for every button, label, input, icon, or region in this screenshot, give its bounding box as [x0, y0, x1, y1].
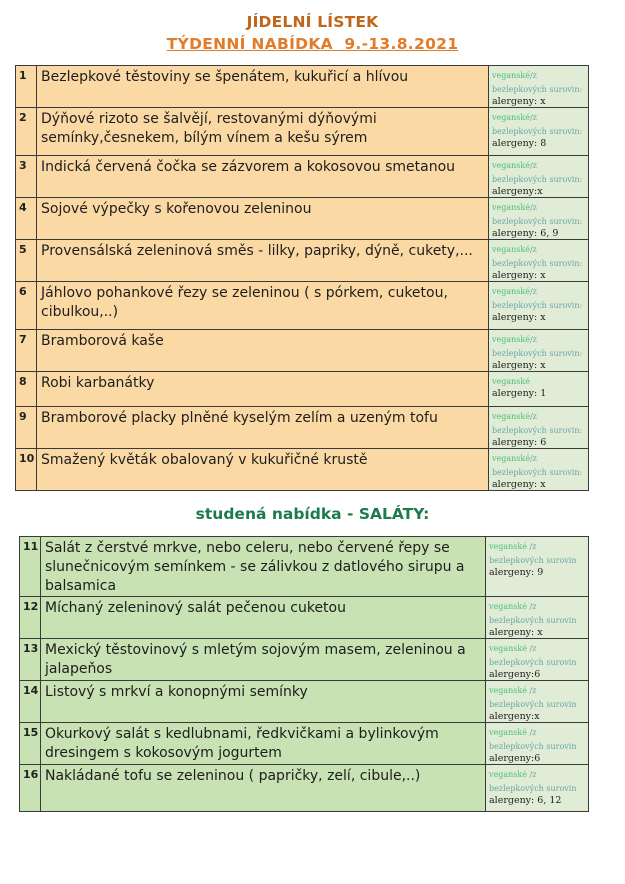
vegan-label: veganské	[492, 377, 530, 386]
dish-name: Bramborová kaše	[37, 330, 489, 372]
item-number: 6	[16, 282, 37, 330]
gluten-free-label: /z bezlepkových surovin	[489, 686, 577, 709]
menu-row	[16, 407, 589, 449]
diet-info-cell	[489, 449, 589, 491]
item-number: 4	[16, 198, 37, 240]
diet-info-cell	[486, 537, 589, 597]
dish-name: Sojové výpečky s kořenovou zeleninou	[37, 198, 489, 240]
gluten-free-label: /z bezlepkových surovin:	[492, 113, 583, 136]
dish-name: Dýňové rizoto se šalvějí, restovanými dýňovými semínky,česnekem, bílým vínem a kešu sýrem	[37, 108, 489, 156]
gluten-free-label: /z bezlepkových surovin	[489, 644, 577, 667]
diet-info-cell	[489, 198, 589, 240]
allergens: alergeny:6	[489, 669, 541, 680]
dish-name: Jáhlovo pohankové řezy se zeleninou ( s pórkem, cuketou, cibulkou,..)	[37, 282, 489, 330]
item-number: 15	[20, 723, 41, 765]
menu-row	[20, 639, 589, 681]
allergens: alergeny:x	[492, 186, 543, 197]
hot-menu-table	[15, 65, 589, 491]
vegan-label: veganské	[492, 71, 530, 80]
dish-name: Bezlepkové těstoviny se špenátem, kukuřicí a hlívou	[37, 66, 489, 108]
menu-row	[16, 282, 589, 330]
item-number: 2	[16, 108, 37, 156]
allergens: alergeny: 6, 9	[492, 228, 559, 239]
diet-info-cell	[489, 156, 589, 198]
vegan-label: veganské	[492, 113, 530, 122]
vegan-label: veganské	[492, 454, 530, 463]
dish-name: Okurkový salát s kedlubnami, ředkvičkami a bylinkovým dresingem s kokosovým jogurtem	[41, 723, 486, 765]
allergens: alergeny: x	[489, 627, 543, 638]
salad-menu-table	[19, 536, 589, 812]
dish-name: Míchaný zeleninový salát pečenou cuketou	[41, 597, 486, 639]
diet-info-cell	[486, 765, 589, 812]
diet-info-cell	[489, 330, 589, 372]
item-number: 5	[16, 240, 37, 282]
dish-name: Mexický těstovinový s mletým sojovým masem, zeleninou a jalapeňos	[41, 639, 486, 681]
diet-info-cell	[486, 639, 589, 681]
diet-info-cell	[486, 681, 589, 723]
diet-info-cell	[489, 407, 589, 449]
week-offer-subtitle: TÝDENNÍ NABÍDKA 9.-13.8.2021	[166, 35, 459, 53]
vegan-label: veganské	[489, 542, 527, 551]
item-number: 13	[20, 639, 41, 681]
dish-name: Listový s mrkví a konopnými semínky	[41, 681, 486, 723]
item-number: 9	[16, 407, 37, 449]
item-number: 8	[16, 372, 37, 407]
menu-row	[20, 765, 589, 812]
dish-name: Robi karbanátky	[37, 372, 489, 407]
dish-name: Provensálská zeleninová směs - lilky, papriky, dýně, cukety,...	[37, 240, 489, 282]
menu-row	[16, 66, 589, 108]
vegan-label: veganské	[489, 644, 527, 653]
diet-info-cell	[489, 108, 589, 156]
item-number: 11	[20, 537, 41, 597]
dish-name: Nakládané tofu se zeleninou ( papričky, zelí, cibule,..)	[41, 765, 486, 812]
item-number: 14	[20, 681, 41, 723]
allergens: alergeny: x	[492, 479, 546, 490]
menu-row	[20, 537, 589, 597]
allergens: alergeny: x	[492, 96, 546, 107]
cold-menu-title: studená nabídka - SALÁTY:	[195, 505, 430, 523]
menu-title: JÍDELNÍ LÍSTEK	[246, 13, 379, 31]
item-number: 7	[16, 330, 37, 372]
allergens: alergeny: x	[492, 360, 546, 371]
item-number: 3	[16, 156, 37, 198]
allergens: alergeny: 6, 12	[489, 795, 562, 806]
gluten-free-label: /z bezlepkových surovin	[489, 602, 577, 625]
vegan-label: veganské	[492, 287, 530, 296]
item-number: 12	[20, 597, 41, 639]
allergens: alergeny: x	[492, 312, 546, 323]
vegan-label: veganské	[492, 161, 530, 170]
menu-row	[20, 723, 589, 765]
menu-row	[16, 108, 589, 156]
dish-name: Smažený květák obalovaný v kukuřičné krustě	[37, 449, 489, 491]
vegan-label: veganské	[492, 335, 530, 344]
item-number: 10	[16, 449, 37, 491]
dish-name: Salát z čerstvé mrkve, nebo celeru, nebo červené řepy se slunečnicovým semínkem - se zálivkou z datlového sirupu a balsamica	[41, 537, 486, 597]
allergens: alergeny: x	[492, 270, 546, 281]
allergens: alergeny: 6	[492, 437, 547, 448]
gluten-free-label: /z bezlepkových surovin	[489, 728, 577, 751]
gluten-free-label: /z bezlepkových surovin	[489, 542, 577, 565]
gluten-free-label: /z bezlepkových surovin:	[492, 335, 583, 358]
allergens: alergeny:x	[489, 711, 540, 722]
diet-info-cell	[489, 66, 589, 108]
menu-row	[16, 449, 589, 491]
gluten-free-label: /z bezlepkových surovin:	[492, 454, 583, 477]
vegan-label: veganské	[489, 728, 527, 737]
vegan-label: veganské	[489, 686, 527, 695]
dish-name: Indická červená čočka se zázvorem a kokosovou smetanou	[37, 156, 489, 198]
dish-name: Bramborové placky plněné kyselým zelím a uzeným tofu	[37, 407, 489, 449]
item-number: 16	[20, 765, 41, 812]
vegan-label: veganské	[489, 770, 527, 779]
vegan-label: veganské	[492, 245, 530, 254]
gluten-free-label: /z bezlepkových surovin	[489, 770, 577, 793]
gluten-free-label: /z bezlepkových surovin:	[492, 245, 583, 268]
gluten-free-label: /z bezlepkových surovin:	[492, 71, 583, 94]
menu-row	[16, 372, 589, 407]
menu-row	[16, 156, 589, 198]
gluten-free-label: /z bezlepkových surovin:	[492, 203, 583, 226]
menu-row	[16, 330, 589, 372]
menu-row	[20, 597, 589, 639]
vegan-label: veganské	[489, 602, 527, 611]
vegan-label: veganské	[492, 203, 530, 212]
menu-row	[20, 681, 589, 723]
vegan-label: veganské	[492, 412, 530, 421]
allergens: alergeny: 9	[489, 567, 544, 578]
diet-info-cell	[486, 597, 589, 639]
menu-row	[16, 240, 589, 282]
menu-row	[16, 198, 589, 240]
allergens: alergeny:6	[489, 753, 541, 764]
gluten-free-label: /z bezlepkových surovin:	[492, 412, 583, 435]
allergens: alergeny: 8	[492, 138, 547, 149]
gluten-free-label: /z bezlepkových surovin:	[492, 287, 583, 310]
diet-info-cell	[486, 723, 589, 765]
diet-info-cell	[489, 240, 589, 282]
allergens: alergeny: 1	[492, 388, 547, 399]
diet-info-cell	[489, 372, 589, 407]
item-number: 1	[16, 66, 37, 108]
gluten-free-label: /z bezlepkových surovin:	[492, 161, 583, 184]
diet-info-cell	[489, 282, 589, 330]
